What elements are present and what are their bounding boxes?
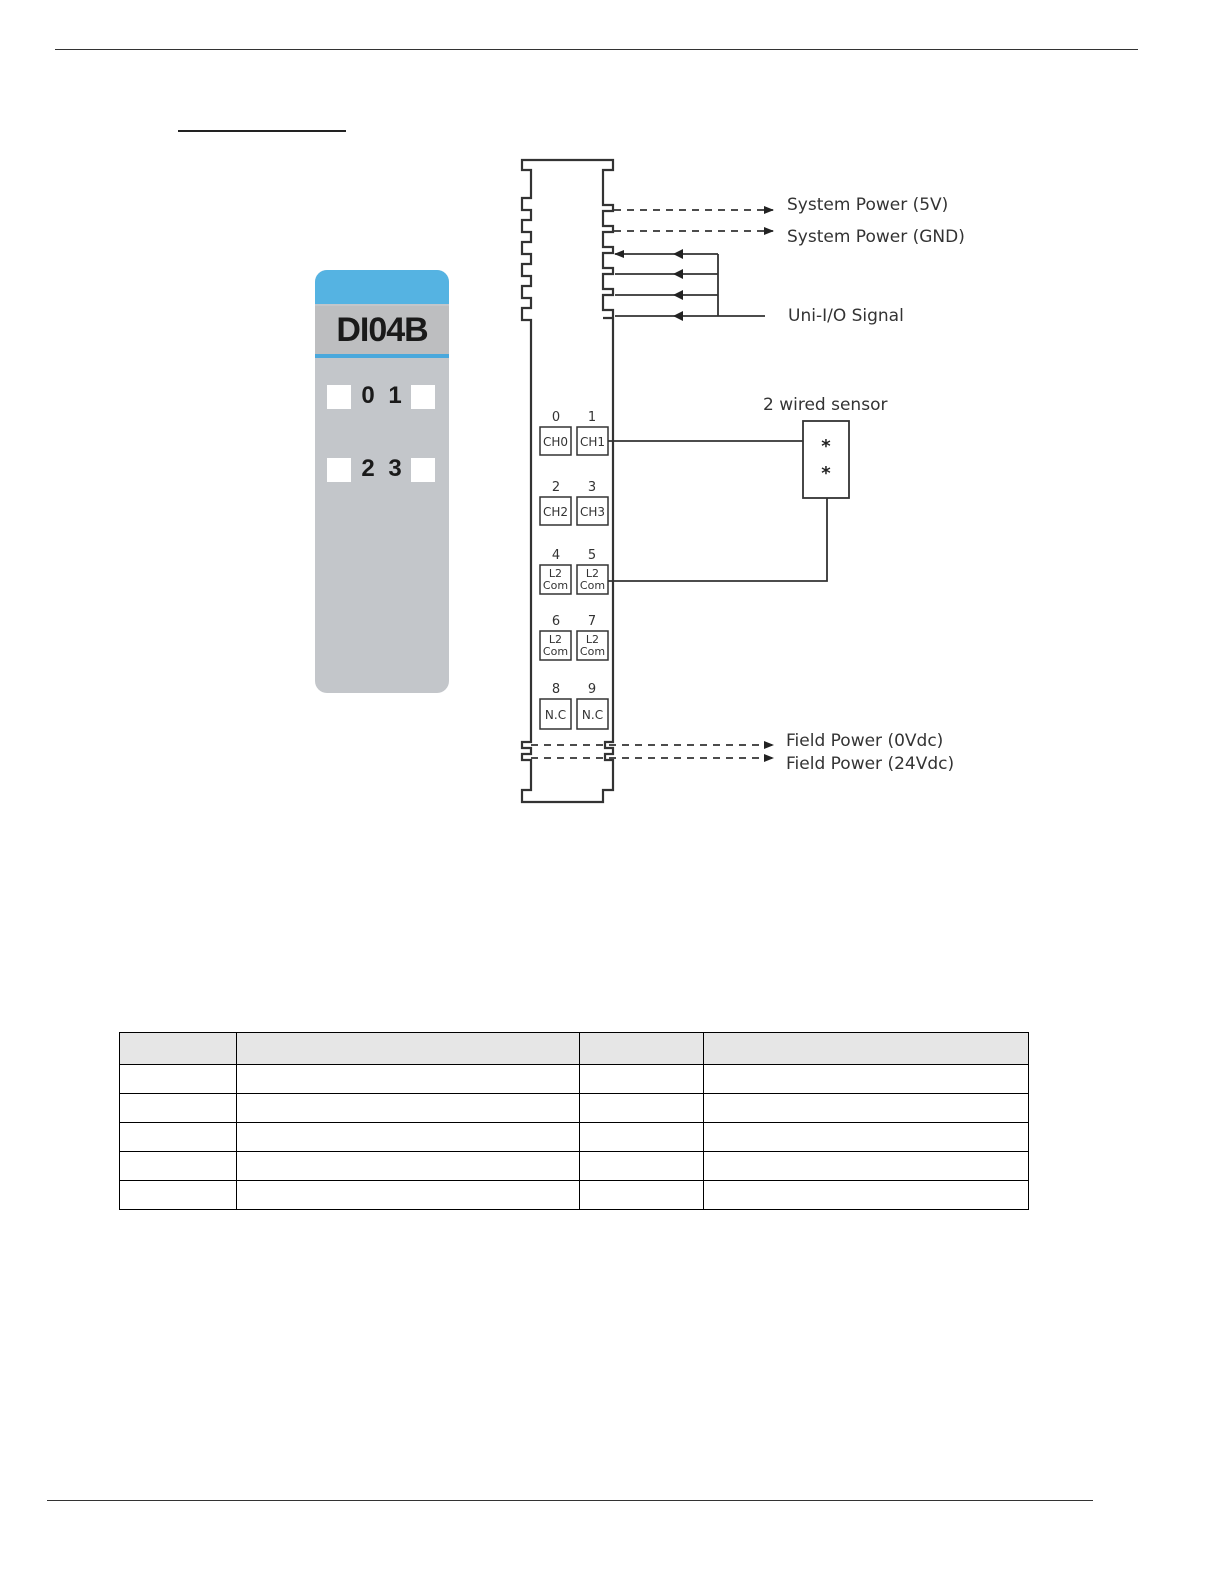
terminal-number-0: 0 [551, 410, 561, 425]
terminal-l2com-5-line1: L2 [585, 567, 600, 580]
table-cell [237, 1094, 580, 1123]
table-cell [580, 1065, 704, 1094]
led-label-2: 2 [361, 455, 375, 482]
table-cell [120, 1152, 237, 1181]
led-label-1: 1 [388, 382, 402, 409]
terminal-number-8: 8 [551, 682, 561, 697]
table-header-cell [580, 1033, 704, 1065]
led-label-3: 3 [388, 455, 402, 482]
terminal-l2com-4-line1: L2 [548, 567, 563, 580]
sensor-label: 2 wired sensor [763, 395, 888, 415]
terminal-row-0 [540, 410, 608, 455]
table-cell [120, 1094, 237, 1123]
table-cell [580, 1152, 704, 1181]
terminal-ch3-label: CH3 [579, 505, 606, 519]
table-header-cell [704, 1033, 1029, 1065]
table-cell [120, 1123, 237, 1152]
terminal-ch1-label: CH1 [579, 435, 606, 449]
terminal-l2com-5-line2: Com [579, 579, 606, 592]
terminal-nc-8-label: N.C [544, 708, 567, 722]
terminal-l2com-6-line2: Com [542, 645, 569, 658]
table-row [120, 1181, 1029, 1210]
field-power-24v-label: Field Power (24Vdc) [786, 754, 955, 774]
table-cell [580, 1181, 704, 1210]
page-bottom-rule [47, 1500, 1093, 1501]
uni-io-arrowheads [673, 249, 683, 321]
table-header-cell [237, 1033, 580, 1065]
sensor-terminal-mark-1: * [821, 436, 831, 457]
field-power-0v-label: Field Power (0Vdc) [786, 731, 944, 751]
terminal-row-3 [540, 614, 608, 660]
table-header-cell [120, 1033, 237, 1065]
terminal-l2com-4-line2: Com [542, 579, 569, 592]
sensor-terminal-mark-2: * [821, 463, 831, 484]
system-power-gnd-label: System Power (GND) [787, 227, 965, 247]
table-cell [704, 1123, 1029, 1152]
table-cell [237, 1152, 580, 1181]
terminal-ch0-label: CH0 [542, 435, 569, 449]
terminal-ch2-label: CH2 [542, 505, 569, 519]
table-cell [237, 1181, 580, 1210]
terminal-l2com-7-line1: L2 [585, 633, 600, 646]
table-row [120, 1123, 1029, 1152]
table-header-row [120, 1033, 1029, 1065]
table-cell [580, 1094, 704, 1123]
table-cell [120, 1065, 237, 1094]
sensor-box [803, 421, 849, 498]
table-cell [580, 1123, 704, 1152]
terminal-row-4 [540, 682, 608, 729]
module-model-label: DI04B [315, 306, 449, 358]
terminal-number-5: 5 [587, 548, 597, 563]
uni-io-signal-label: Uni-I/O Signal [788, 306, 904, 326]
table-cell [704, 1094, 1029, 1123]
terminal-row-1 [540, 480, 608, 525]
sensor-wire-l2com [608, 498, 827, 581]
table-row [120, 1065, 1029, 1094]
table-row [120, 1094, 1029, 1123]
table-cell [237, 1123, 580, 1152]
terminal-number-9: 9 [587, 682, 597, 697]
terminal-l2com-7-line2: Com [579, 645, 606, 658]
terminal-number-1: 1 [587, 410, 597, 425]
terminal-nc-9-label: N.C [581, 708, 604, 722]
terminal-number-7: 7 [587, 614, 597, 629]
terminal-number-2: 2 [551, 480, 561, 495]
table-cell [704, 1181, 1029, 1210]
terminal-number-3: 3 [587, 480, 597, 495]
led-label-0: 0 [361, 382, 375, 409]
terminal-l2com-6-line1: L2 [548, 633, 563, 646]
spec-table [119, 1032, 1029, 1210]
terminal-row-2 [540, 548, 608, 594]
system-power-5v-label: System Power (5V) [787, 195, 949, 215]
table-cell [237, 1065, 580, 1094]
table-cell [704, 1152, 1029, 1181]
table-cell [120, 1181, 237, 1210]
table-row [120, 1152, 1029, 1181]
terminal-number-4: 4 [551, 548, 561, 563]
table-cell [704, 1065, 1029, 1094]
terminal-number-6: 6 [551, 614, 561, 629]
